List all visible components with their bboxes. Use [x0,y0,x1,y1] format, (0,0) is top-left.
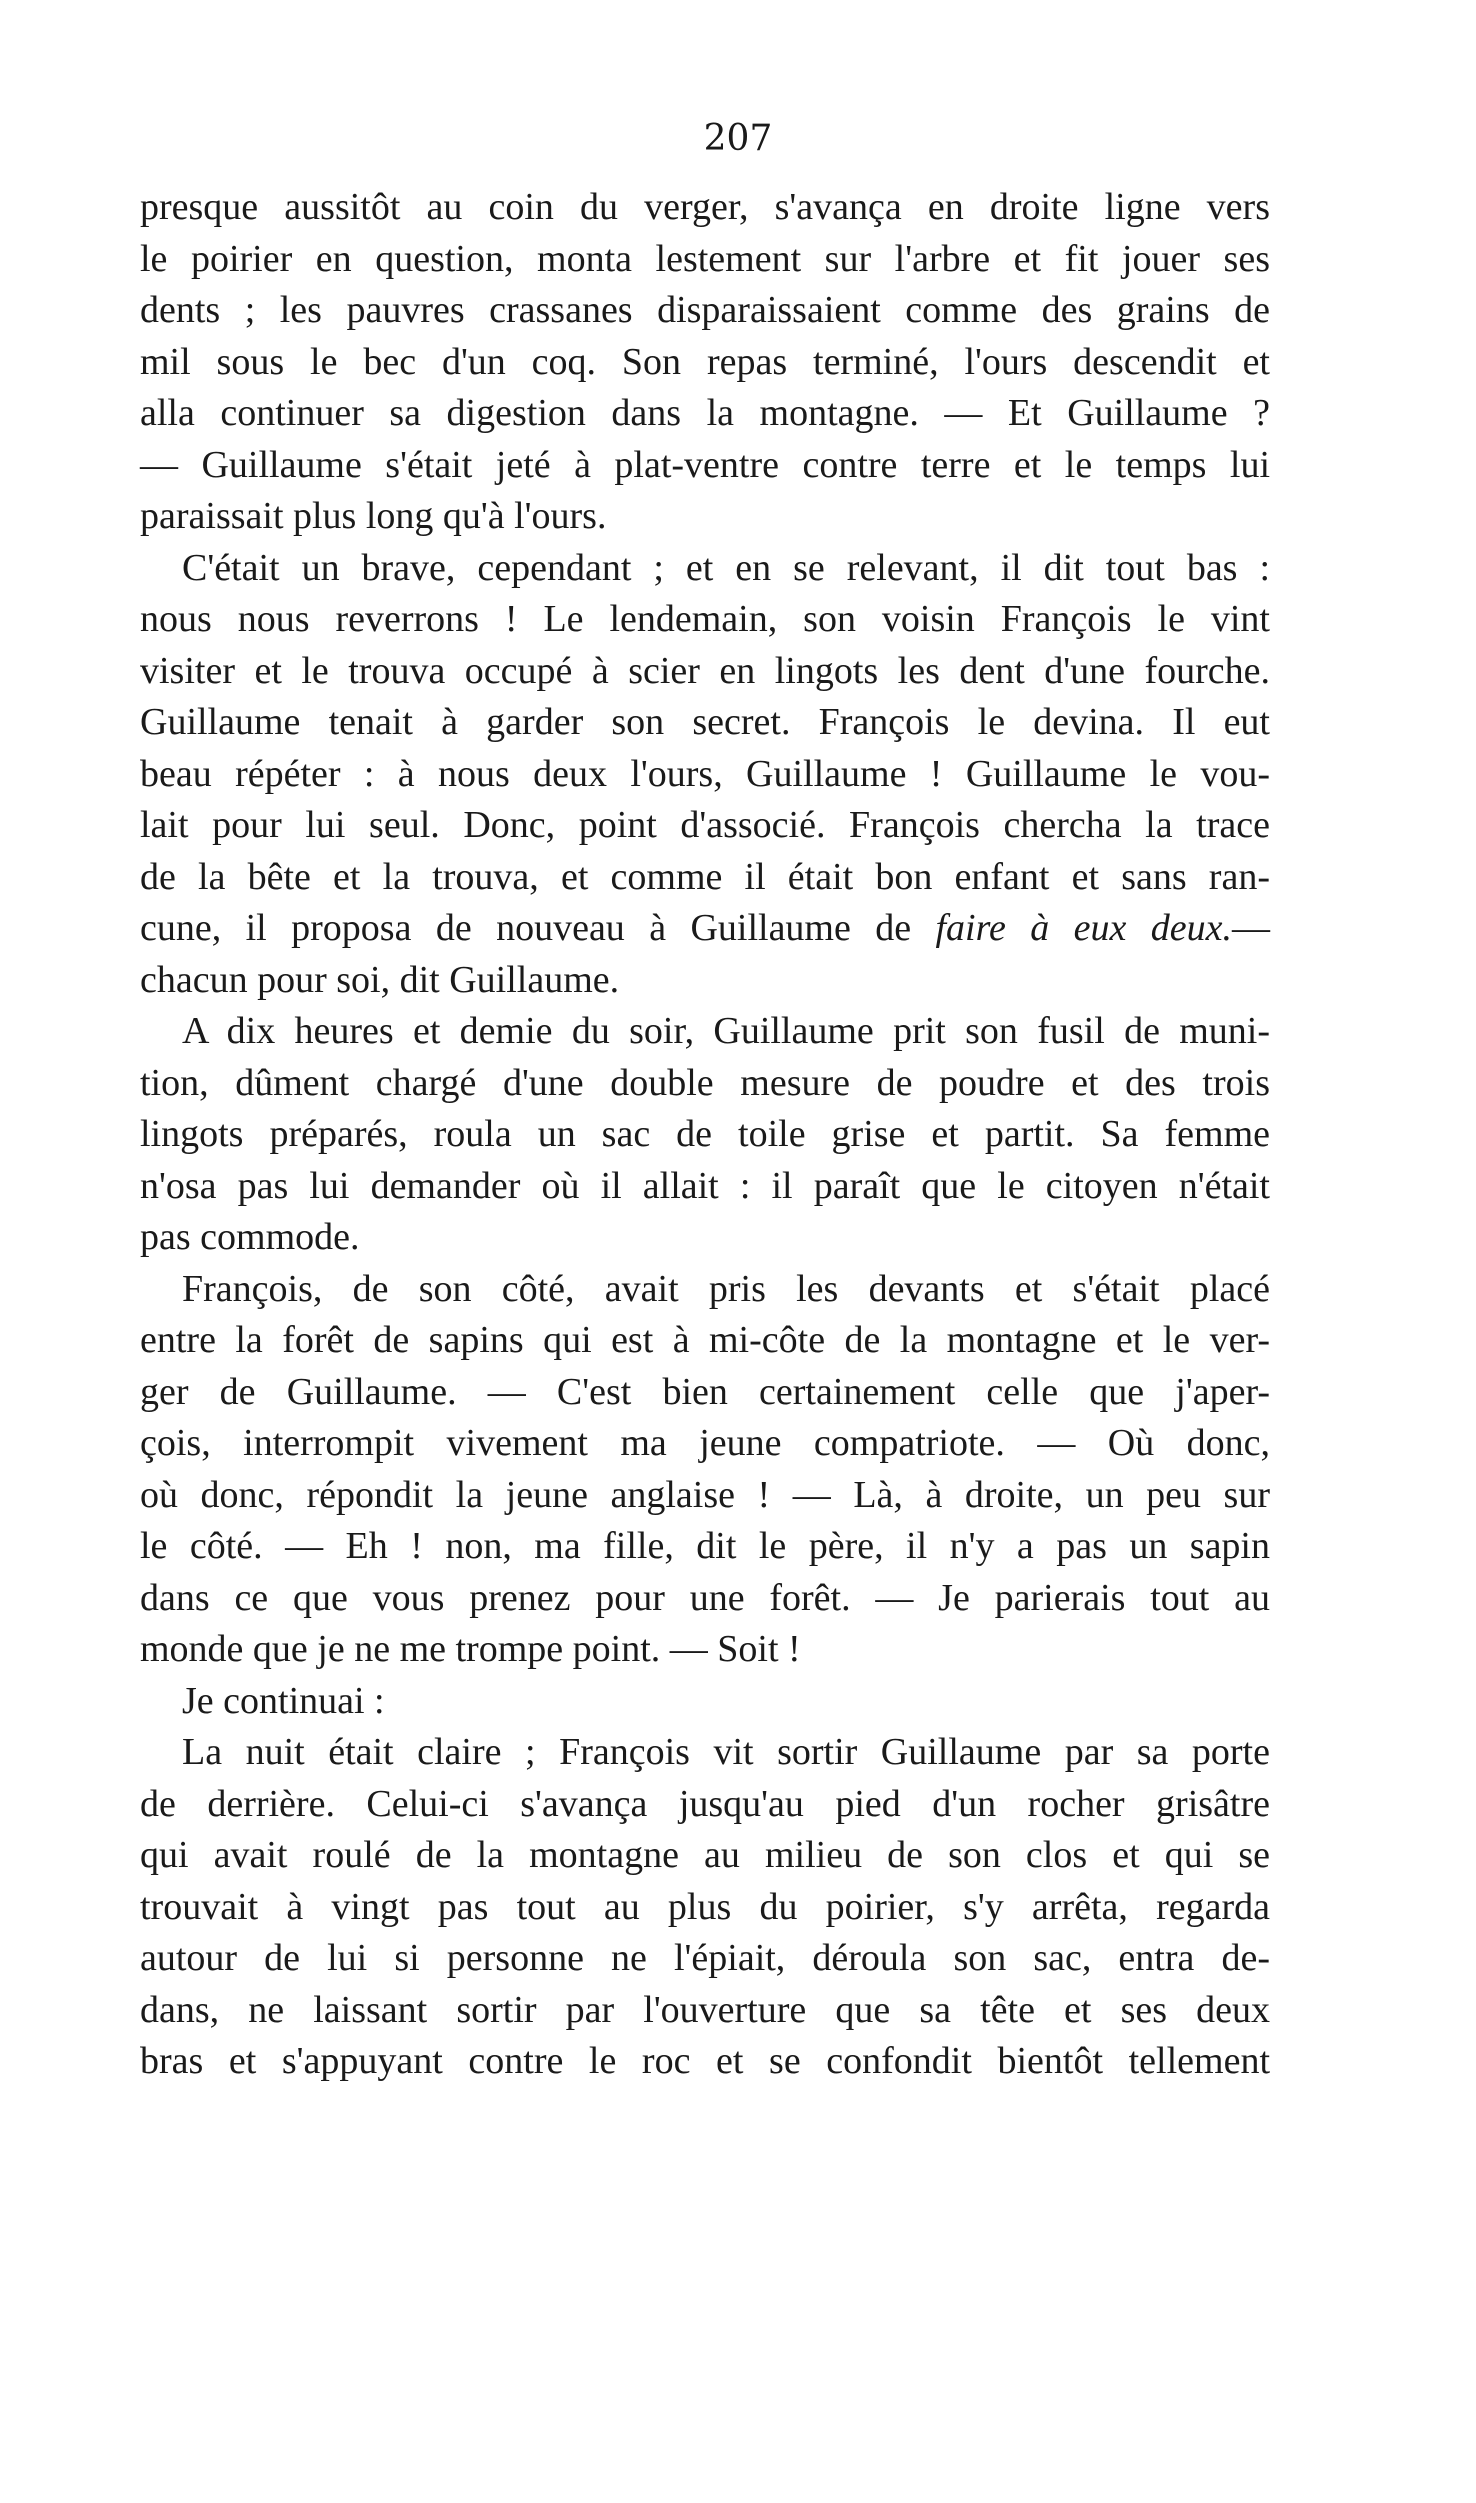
dash: — [1232,907,1270,949]
text-line: lait pour lui seul. Donc, point d'associé. François chercha la trace [140,804,1270,846]
text-line: pas commode. [140,1216,360,1258]
text-line: trouvait à vingt pas tout au plus du poirier, s'y arrêta, regarda [140,1885,1270,1928]
text-line: paraissait plus long qu'à l'ours. [140,495,607,537]
text-line: le poirier en question, monta lestement sur l'arbre et fit jouer ses [140,237,1270,280]
text-line: C'était un brave, cependant ; et en se relevant, il dit tout bas : [182,546,1270,589]
text-line: dans ce que vous prenez pour une forêt. — Je parierais tout au [140,1576,1270,1619]
text-line: çois, interrompit vivement ma jeune compatriote. — Où donc, [140,1422,1270,1464]
body-text [140,182,1270,2088]
text-line: bras et s'appuyant contre le roc et se confondit bientôt tellement [140,2040,1270,2082]
text-line: lingots préparés, roula un sac de toile grise et partit. Sa femme [140,1113,1270,1155]
text-line: autour de lui si personne ne l'épiait, déroula son sac, entra de- [140,1937,1270,1979]
text-line: — Guillaume s'était jeté à plat-ventre contre terre et le temps lui [140,443,1270,486]
text-line: de derrière. Celui-ci s'avança jusqu'au pied d'un rocher grisâtre [140,1782,1270,1825]
text-line: visiter et le trouva occupé à scier en lingots les dent d'une fourche. [140,649,1270,692]
text-line: n'osa pas lui demander où il allait : il paraît que le citoyen n'était [140,1164,1270,1207]
text-segment: cune, il proposa de nouveau à Guillaume de [140,907,912,949]
text-line: de la bête et la trouva, et comme il était bon enfant et sans ran- [140,855,1270,898]
text-line: François, de son côté, avait pris les devants et s'était placé [182,1267,1270,1310]
text-line: beau répéter : à nous deux l'ours, Guillaume ! Guillaume le vou- [140,752,1270,795]
text-line: où donc, répondit la jeune anglaise ! — Là, à droite, un peu sur [140,1473,1270,1516]
text-line: qui avait roulé de la montagne au milieu de son clos et qui se [140,1834,1270,1876]
text-line: entre la forêt de sapins qui est à mi-côte de la montagne et le ver- [140,1319,1270,1361]
text-line: Guillaume tenait à garder son secret. François le devina. Il eut [140,701,1270,743]
text-line: alla continuer sa digestion dans la montagne. — Et Guillaume ? [140,392,1270,434]
text-line: presque aussitôt au coin du verger, s'avança en droite ligne vers [140,186,1270,228]
text-line: le côté. — Eh ! non, ma fille, dit le père, il n'y a pas un sapin [140,1525,1270,1567]
text-line: chacun pour soi, dit Guillaume. [140,958,620,1001]
italic-phrase: faire à eux deux. [935,907,1232,949]
text-line: nous nous reverrons ! Le lendemain, son voisin François le vint [140,598,1270,640]
text-line: dents ; les pauvres crassanes disparaissaient comme des grains de [140,289,1270,331]
page-number: 207 [703,118,773,159]
text-line: A dix heures et demie du soir, Guillaume prit son fusil de muni- [182,1010,1270,1052]
text-line: La nuit était claire ; François vit sortir Guillaume par sa porte [182,1731,1270,1773]
text-line: dans, ne laissant sortir par l'ouverture que sa tête et ses deux [140,1988,1270,2031]
text-line: tion, dûment chargé d'une double mesure de poudre et des trois [140,1061,1270,1104]
text-line: mil sous le bec d'un coq. Son repas terminé, l'ours descendit et [140,340,1270,383]
text-line: monde que je ne me trompe point. — Soit ! [140,1628,801,1670]
text-line-mixed [140,903,1270,955]
text-line: ger de Guillaume. — C'est bien certainement celle que j'aper- [140,1370,1270,1413]
text-line: Je continuai : [182,1679,385,1722]
